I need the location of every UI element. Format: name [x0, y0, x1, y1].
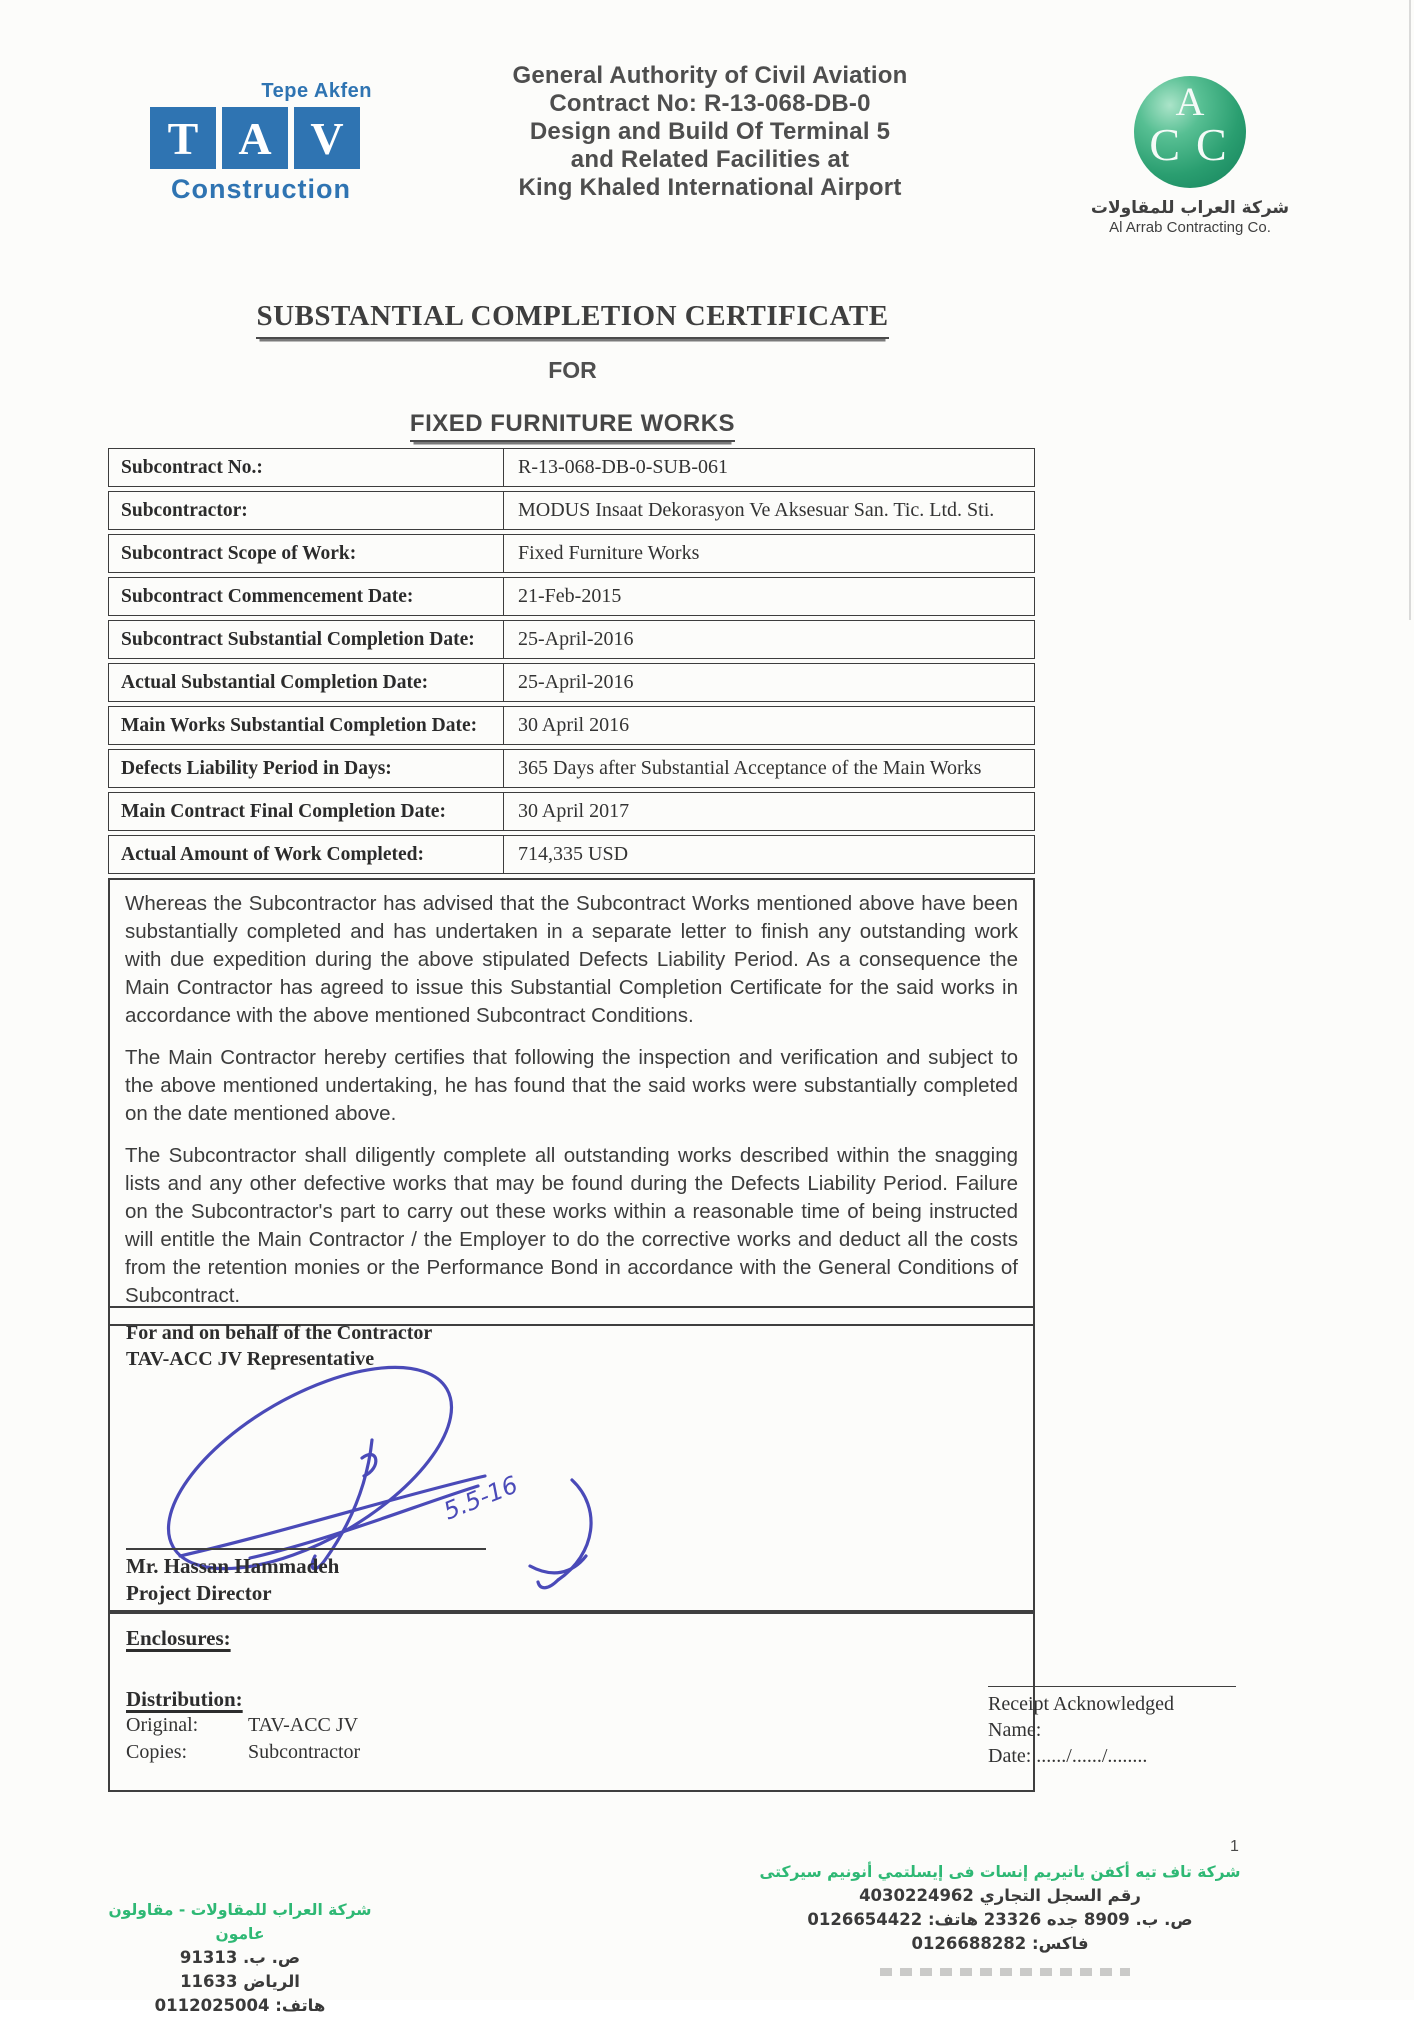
row-value: 21-Feb-2015: [518, 585, 622, 607]
statement-paragraph-1: Whereas the Subcontractor has advised that the Subcontract Works mentioned above have been substantially completed and has undertaken in a separate letter to finish any outstanding work with due expedition during the above stipulated Defects Liability Period. As a consequence the Main Contractor has agreed to issue this Substantial Completion Certificate for the said works in accordance with the above mentioned Subcontract Conditions.: [125, 892, 1018, 1027]
row-label: Actual Amount of Work Completed:: [109, 836, 504, 873]
distribution-block: [126, 1687, 1017, 1766]
scan-edge-artifact: [1409, 0, 1411, 620]
footer-left-pobox: ص. ب. 91313: [179, 1948, 301, 1967]
table-row: [108, 749, 1035, 788]
distribution-label: Original:: [126, 1714, 199, 1736]
statement-paragraph-3: The Subcontractor shall diligently complete all outstanding works described within the snagging lists and any other defective works that may be found during the Defects Liability Period. Failure on the Subcontractor's part to carry out these works within a reasonable time of being instructed will entitle the Main Contractor / the Employer to do the corrective works and deduct all the costs from the retention monies or the Performance Bond in accordance with the General Conditions of Subcontract.: [125, 1144, 1018, 1307]
tav-letter-t: T: [150, 107, 216, 169]
tav-logo-construction-label: Construction: [171, 174, 351, 204]
footer-right-pobox-phone: ص. ب. 8909 جده 23326 هاتف: 0126654422: [807, 1910, 1193, 1929]
row-value: 714,335 USD: [518, 843, 629, 865]
receipt-heading: Receipt Acknowledged: [988, 1693, 1175, 1715]
tav-construction-logo: [150, 80, 372, 205]
receipt-name-label: Name:: [988, 1719, 1042, 1741]
signatory-name: Mr. Hassan Hammadeh: [126, 1554, 340, 1578]
table-row: [108, 534, 1035, 573]
signature-box: [108, 1306, 1035, 1612]
row-value: 25-April-2016: [518, 628, 634, 650]
project-line-1: General Authority of Civil Aviation: [512, 62, 908, 89]
footer-right-registry: رقم السجل التجاري 4030224962: [859, 1886, 1141, 1905]
signature-heading-line1: For and on behalf of the Contractor: [126, 1322, 433, 1344]
table-row: [108, 835, 1035, 874]
cutoff-text-remnant: [880, 1968, 1130, 1976]
footer-left-company-name: شركة العراب للمقاولات - مقاولون عامون: [108, 1901, 372, 1943]
row-value: 30 April 2016: [518, 714, 630, 736]
row-value: 365 Days after Substantial Acceptance of the Main Works: [518, 757, 982, 779]
signature-heading-line2: TAV-ACC JV Representative: [126, 1348, 375, 1370]
handwritten-date: 5.5-16: [439, 1470, 522, 1526]
statement-paragraph-2: The Main Contractor hereby certifies that following the inspection and verification and subject to the above mentioned undertaking, he has found that the said works were substantially completed on the date mentioned above.: [125, 1046, 1018, 1125]
row-label: Subcontract No.:: [109, 449, 504, 486]
acc-letter-a: A: [1175, 79, 1205, 124]
project-title-block: [470, 62, 950, 202]
row-value: Fixed Furniture Works: [518, 542, 700, 564]
distribution-value: Subcontractor: [248, 1741, 361, 1763]
distribution-label: Copies:: [126, 1741, 188, 1763]
enclosures-heading: Enclosures:: [126, 1626, 231, 1650]
footer-left-phone: هاتف: 0112025004: [154, 1996, 326, 2015]
project-line-5: King Khaled International Airport: [518, 174, 902, 201]
acc-logo-block: [1085, 76, 1295, 236]
row-value: R-13-068-DB-0-SUB-061: [518, 456, 728, 478]
certificate-title-block: [110, 300, 1035, 442]
row-label: Subcontract Commencement Date:: [109, 578, 504, 615]
row-label: Subcontract Substantial Completion Date:: [109, 621, 504, 658]
footer-right-fax: فاكس: 0126688282: [911, 1934, 1089, 1953]
certificate-subtitle: FIXED FURNITURE WORKS: [410, 410, 735, 442]
receipt-acknowledged-block: [988, 1686, 1240, 1769]
signatory-title: Project Director: [126, 1581, 272, 1605]
tav-letter-v: V: [294, 107, 360, 169]
row-label: Subcontract Scope of Work:: [109, 535, 504, 572]
receipt-divider: [988, 1686, 1236, 1687]
row-value: 25-April-2016: [518, 671, 634, 693]
acc-letters-cc: CC: [1149, 119, 1243, 170]
certificate-title: SUBSTANTIAL COMPLETION CERTIFICATE: [256, 300, 888, 339]
page-number: 1: [1230, 1838, 1239, 1855]
receipt-date-label: Date: ....../....../........: [988, 1745, 1148, 1767]
table-row: [108, 792, 1035, 831]
row-label: Subcontractor:: [109, 492, 504, 529]
tav-logo-squares: [150, 107, 372, 169]
footer-left-company-block: [90, 1898, 390, 2018]
table-row: [108, 706, 1035, 745]
acc-logo-icon: [1134, 76, 1246, 188]
row-value: MODUS Insaat Dekorasyon Ve Aksesuar San. Tic. Ltd. Sti.: [518, 499, 995, 521]
table-row: [108, 620, 1035, 659]
footer-right-company-block: [750, 1860, 1250, 1956]
distribution-row: [126, 1739, 1017, 1766]
signatory-block: [126, 1548, 486, 1607]
acc-company-name-english: Al Arrab Contracting Co.: [1109, 219, 1271, 236]
row-label: Main Contract Final Completion Date:: [109, 793, 504, 830]
project-line-4: and Related Facilities at: [570, 146, 850, 173]
acc-company-name-arabic: شركة العراب للمقاولات: [1090, 198, 1290, 218]
tav-logo-tagline: Tepe Akfen: [261, 80, 372, 102]
subcontract-details-table: [108, 448, 1035, 874]
distribution-row: [126, 1712, 1017, 1739]
row-label: Defects Liability Period in Days:: [109, 750, 504, 787]
table-row: [108, 491, 1035, 530]
row-label: Actual Substantial Completion Date:: [109, 664, 504, 701]
table-row: [108, 448, 1035, 487]
distribution-heading: Distribution:: [126, 1687, 243, 1711]
row-label: Main Works Substantial Completion Date:: [109, 707, 504, 744]
distribution-value: TAV-ACC JV: [248, 1714, 359, 1736]
project-line-2: Contract No: R-13-068-DB-0: [549, 90, 871, 117]
tav-letter-a: A: [222, 107, 288, 169]
table-row: [108, 577, 1035, 616]
enclosures-box: [108, 1612, 1035, 1792]
footer-left-city: الرياض 11633: [180, 1972, 300, 1991]
certificate-for-label: FOR: [548, 357, 597, 383]
table-row: [108, 663, 1035, 702]
footer-right-company-name: شركة تاف تيه أكفن ياتيريم إنسات فى إيسلتمي أنونيم سيركتى: [759, 1863, 1241, 1881]
project-line-3: Design and Build Of Terminal 5: [529, 118, 891, 145]
certificate-statement-box: [108, 878, 1035, 1326]
row-value: 30 April 2017: [518, 800, 630, 822]
